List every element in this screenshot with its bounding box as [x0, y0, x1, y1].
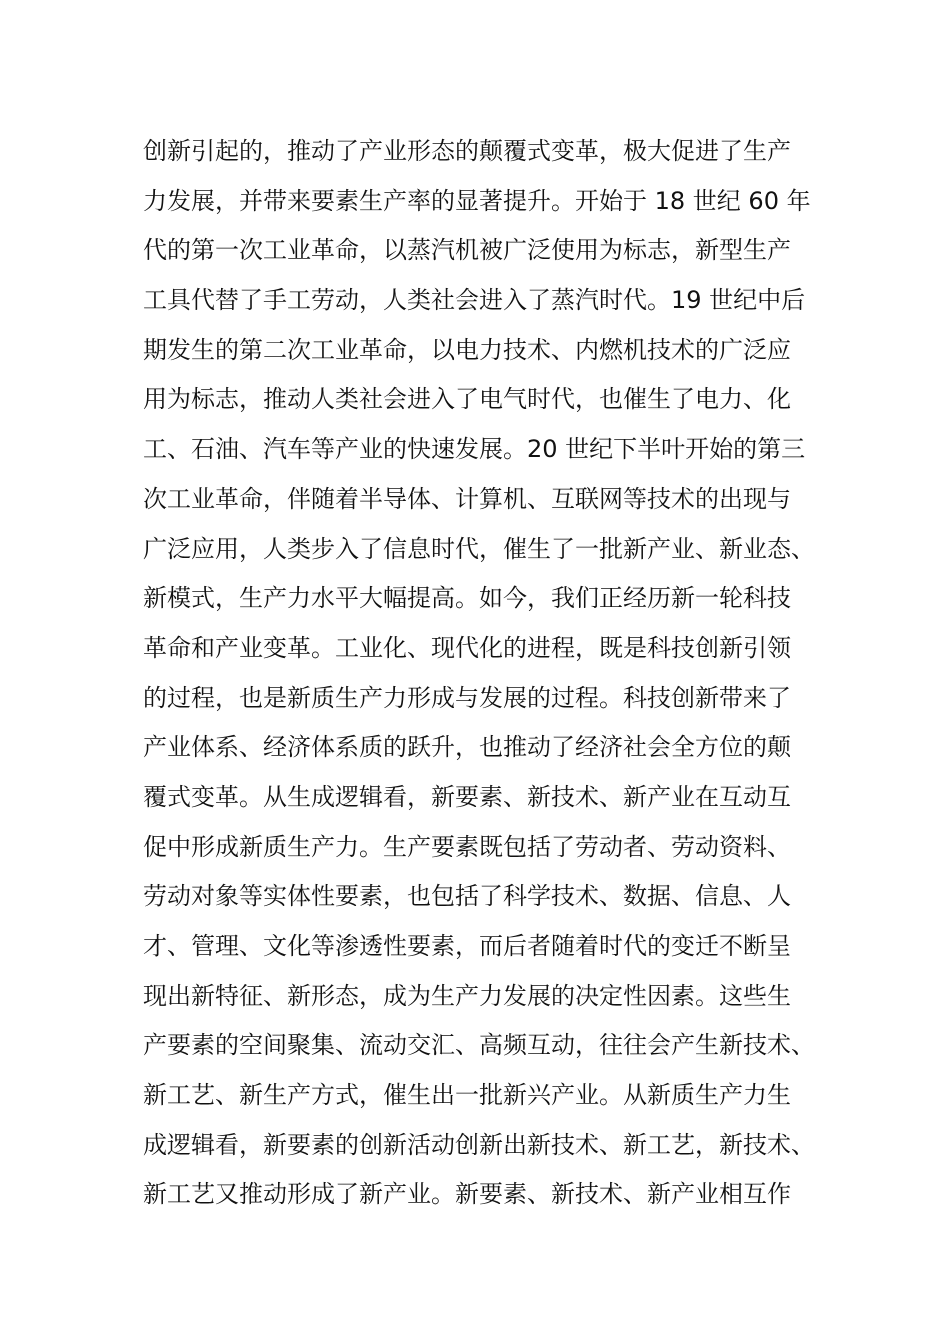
text-line: 才、管理、文化等渗透性要素，而后者随着时代的变迁不断呈 — [143, 932, 791, 960]
text-line: 现出新特征、新形态，成为生产力发展的决定性因素。这些生 — [143, 981, 791, 1010]
text-line: 工、石油、汽车等产业的快速发展。20 世纪下半叶开始的第三 — [143, 435, 806, 464]
body-text — [143, 127, 833, 1220]
text-line: 广泛应用，人类步入了信息时代，催生了一批新产业、新业态、 — [143, 534, 815, 563]
text-line: 覆式变革。从生成逻辑看，新要素、新技术、新产业在互动互 — [143, 782, 791, 811]
text-line: 成逻辑看，新要素的创新活动创新出新技术、新工艺，新技术、 — [143, 1130, 815, 1159]
text-line: 创新引起的，推动了产业形态的颠覆式变革，极大促进了生产 — [143, 137, 791, 165]
text-line: 产业体系、经济体系质的跃升，也推动了经济社会全方位的颠 — [143, 733, 791, 762]
text-line: 期发生的第二次工业革命，以电力技术、内燃机技术的广泛应 — [143, 335, 791, 364]
text-line: 促中形成新质生产力。生产要素既包括了劳动者、劳动资料、 — [143, 832, 791, 861]
text-line: 新工艺又推动形成了新产业。新要素、新技术、新产业相互作 — [143, 1180, 791, 1209]
text-line: 新模式，生产力水平大幅提高。如今，我们正经历新一轮科技 — [143, 584, 791, 613]
text-line: 革命和产业变革。工业化、现代化的进程，既是科技创新引领 — [143, 633, 791, 662]
text-line: 产要素的空间聚集、流动交汇、高频互动，往往会产生新技术、 — [143, 1031, 815, 1060]
text-line: 次工业革命，伴随着半导体、计算机、互联网等技术的出现与 — [143, 484, 791, 513]
text-line: 工具代替了手工劳动，人类社会进入了蒸汽时代。19 世纪中后 — [143, 286, 806, 315]
text-line: 用为标志，推动人类社会进入了电气时代，也催生了电力、化 — [143, 385, 791, 414]
text-line: 代的第一次工业革命，以蒸汽机被广泛使用为标志，新型生产 — [143, 236, 791, 265]
text-line: 力发展，并带来要素生产率的显著提升。开始于 18 世纪 60 年 — [143, 186, 811, 215]
text-line: 劳动对象等实体性要素，也包括了科学技术、数据、信息、人 — [143, 882, 791, 911]
text-line: 新工艺、新生产方式，催生出一批新兴产业。从新质生产力生 — [143, 1081, 791, 1110]
text-line: 的过程，也是新质生产力形成与发展的过程。科技创新带来了 — [143, 683, 791, 712]
